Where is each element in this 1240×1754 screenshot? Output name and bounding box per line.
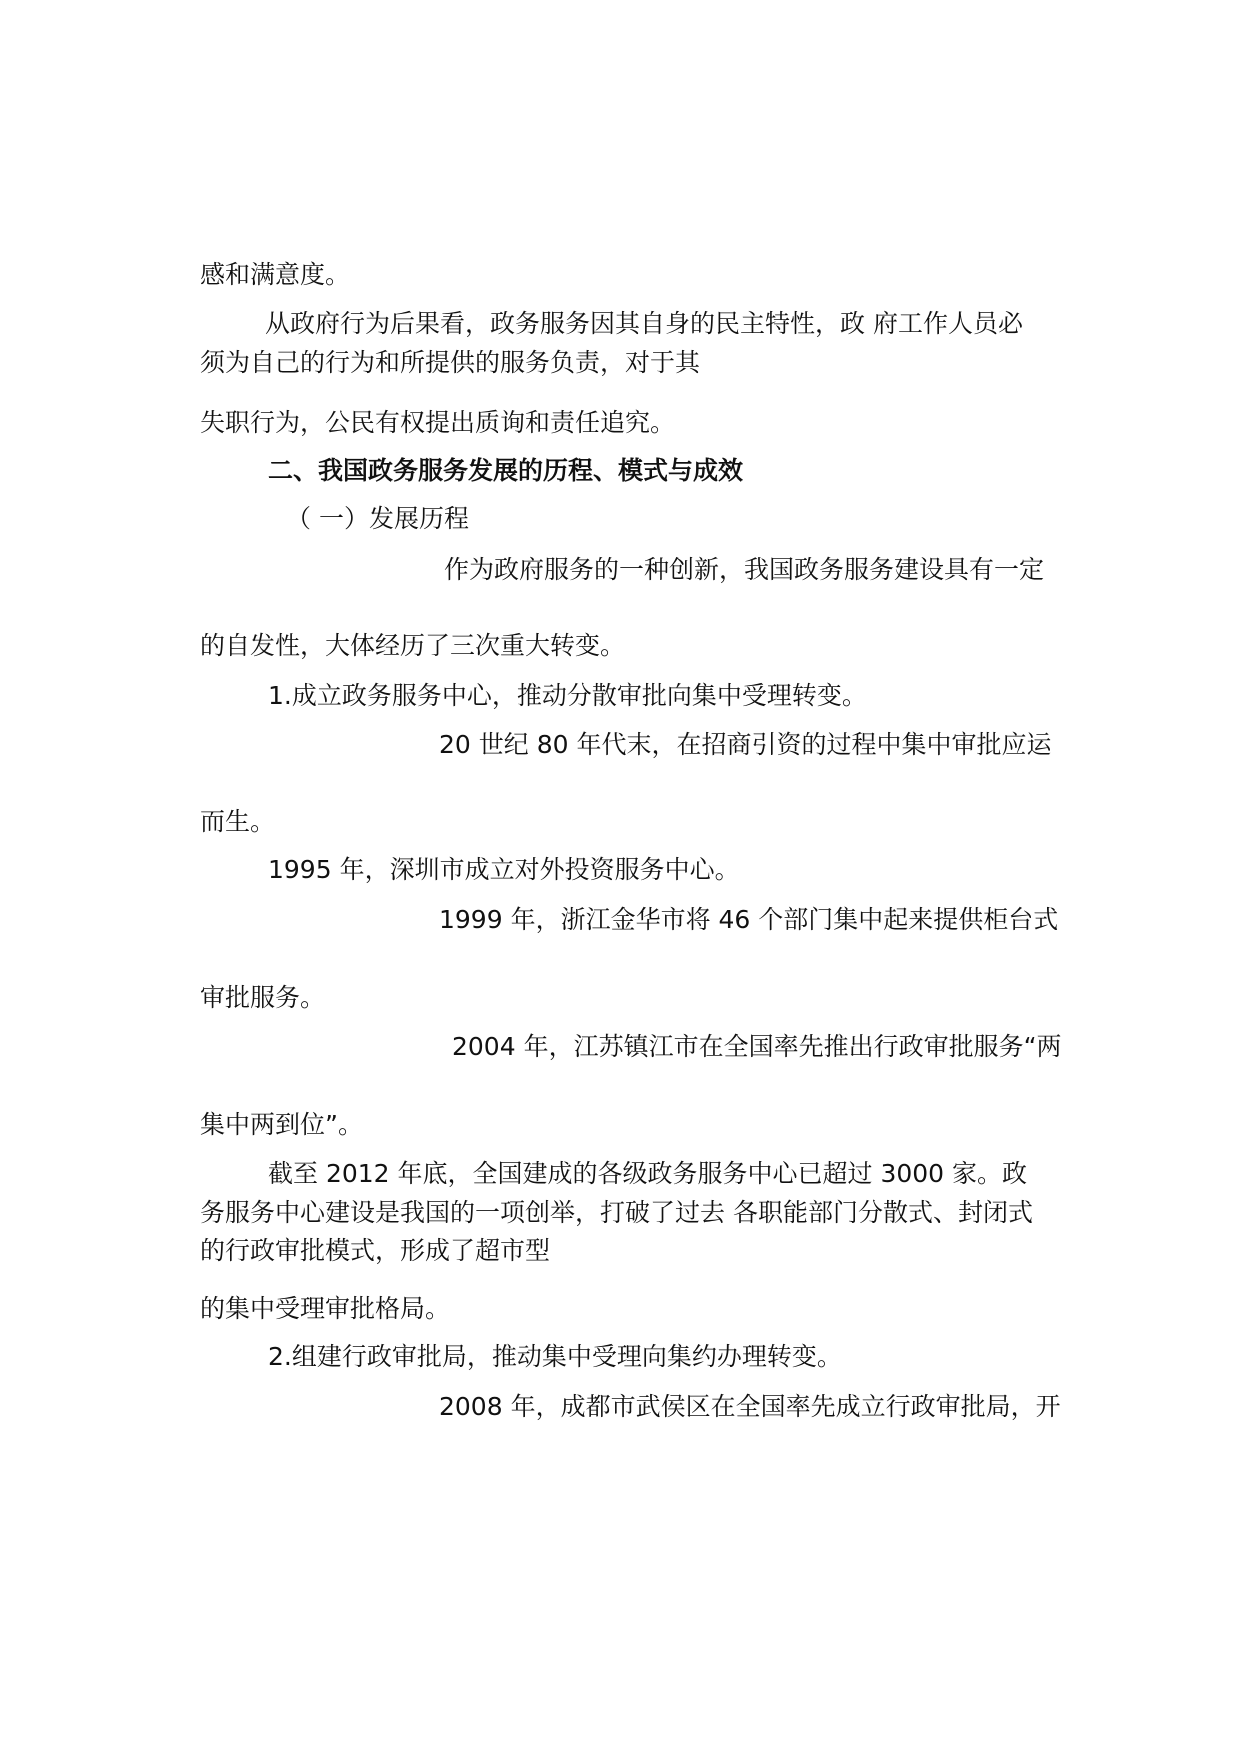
subsection-heading: （ 一）发展历程 — [286, 504, 469, 533]
text-line: 2008 年，成都市武侯区在全国率先成立行政审批局，开 — [439, 1392, 1061, 1421]
text-line: 失职行为，公民有权提出质询和责任追究。 — [200, 408, 676, 437]
section-heading: 二、我国政务服务发展的历程、模式与成效 — [268, 456, 744, 485]
text-line: 1999 年，浙江金华市将 46 个部门集中起来提供柜台式 — [439, 905, 1059, 934]
text-line: 从政府行为后果看，政务服务因其自身的民主特性，政 府工作人员必 — [265, 309, 1023, 338]
list-item-heading: 1.成立政务服务中心，推动分散审批向集中受理转变。 — [268, 681, 867, 710]
text-line: 感和满意度。 — [200, 260, 351, 289]
text-line: 集中两到位”。 — [200, 1110, 363, 1139]
list-item-heading: 2.组建行政审批局，推动集中受理向集约办理转变。 — [268, 1342, 842, 1371]
text-line: 审批服务。 — [200, 983, 326, 1012]
text-line: 20 世纪 80 年代末，在招商引资的过程中集中审批应运 — [439, 730, 1052, 759]
text-line: 的集中受理审批格局。 — [200, 1294, 451, 1323]
text-line: 作为政府服务的一种创新，我国政务服务建设具有一定 — [444, 555, 1045, 584]
text-line: 1995 年，深圳市成立对外投资服务中心。 — [268, 855, 740, 884]
text-line: 2004 年，江苏镇江市在全国率先推出行政审批服务“两 — [452, 1032, 1062, 1061]
text-line: 的行政审批模式，形成了超市型 — [200, 1236, 551, 1265]
text-line: 须为自己的行为和所提供的服务负责，对于其 — [200, 348, 701, 377]
text-line: 务服务中心建设是我国的一项创举，打破了过去 各职能部门分散式、封闭式 — [200, 1198, 1033, 1227]
text-line: 而生。 — [200, 807, 276, 836]
text-line: 截至 2012 年底，全国建成的各级政务服务中心已超过 3000 家。政 — [268, 1159, 1028, 1188]
text-line: 的自发性，大体经历了三次重大转变。 — [200, 631, 626, 660]
